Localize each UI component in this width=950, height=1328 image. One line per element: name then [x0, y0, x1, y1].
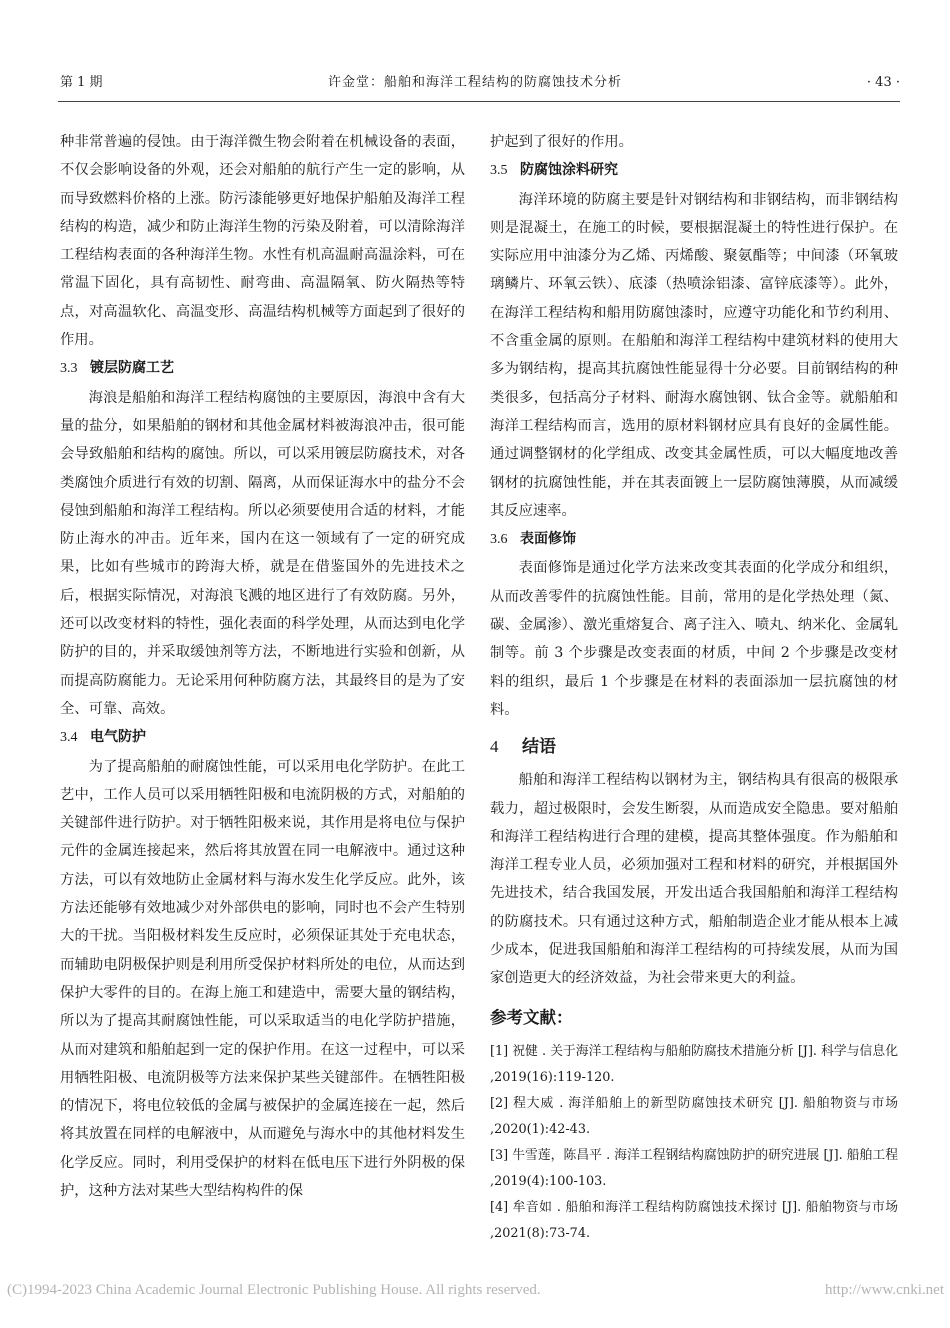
running-title: 许金堂：船舶和海洋工程结构的防腐蚀技术分析	[327, 75, 622, 90]
section-3-4-paragraph: 为了提高船舶的耐腐蚀性能，可以采用电化学防护。在此工艺中，工作人员可以采用牺牲阳极和电流阴极的方式，对船舶的关键部件进行防护。对于牺牲阳极来说，其作用是将电位与保护元件的金属连接起来，然后将其放置在同一电解液中。通过这种方法，可以有效地防止金属材料与海水发生化学反应。此外，该方法还能够有效地减少对外部供电的影响，同时也不会产生特别大的干扰。当阳极材料发生反应时，必须保证其处于充电状态，而辅助电阴极保护则是利用所受保护材料所处的电位，从而达到保护大零件的目的。在海上施工和建造中，需要大量的钢结构，所以为了提高其耐腐蚀性能，可以采取适当的电化学防护措施，从而对建筑和船舶起到一定的保护作用。在这一过程中，可以采用牺牲阳极、电流阴极等方法来保护某些关键部件。在牺牲阳极的情况下，将电位较低的金属与被保护的金属连接在一起，然后将其放置在同样的电解液中，从而避免与海水中的其他材料发生化学反应。同时，利用受保护的材料在低电压下进行外阴极的保护，这种方法对某些大型结构构件的保	[60, 758, 465, 1199]
section-3-5-paragraph: 海洋环境的防腐主要是针对钢结构和非钢结构，而非钢结构则是混凝土，在施工的时候，要根据混凝土的特性进行保护。在实际应用中油漆分为乙烯、丙烯酸、聚氨酯等；中间漆（环氧玻璃鳞片、环氧云铁）、底漆（热喷涂铝漆、富锌底漆等）。此外，在海洋工程结构和船用防腐蚀漆时，应遵守功能化和节约利用、不含重金属的原则。在船舶和海洋工程结构中建筑材料的使用大多为钢结构，提高其抗腐蚀性能显得十分必要。目前钢结构的种类很多，包括高分子材料、耐海水腐蚀钢、钛合金等。就船舶和海洋工程结构而言，选用的原材料钢材应具有良好的金属性能。通过调整钢材的化学组成、改变其金属性质，可以大幅度地改善钢材的抗腐蚀性能，并在其表面镀上一层防腐蚀薄膜，从而减缓其反应速率。	[490, 191, 898, 519]
section-title: 结语	[522, 737, 556, 758]
section-number: 3.6	[490, 532, 508, 548]
section-number: 3.3	[60, 361, 78, 377]
issue-number: 第 1 期	[60, 75, 103, 90]
section-title: 表面修饰	[520, 531, 576, 548]
page-number: · 43 ·	[866, 75, 900, 90]
section-3-6-heading	[490, 525, 898, 554]
section-3-5-heading	[490, 156, 898, 185]
continued-paragraph: 护起到了很好的作用。	[490, 134, 633, 150]
running-header	[0, 72, 950, 94]
section-title: 电气防护	[90, 729, 146, 746]
section-3-3-paragraph: 海浪是船舶和海洋工程结构腐蚀的主要原因，海浪中含有大量的盐分，如果船舶的钢材和其他金属材料被海浪冲击，很可能会导致船舶和结构的腐蚀。所以，可以采用镀层防腐技术，对各类腐蚀介质进行有效的切割、隔离，从而保证海水中的盐分不会侵蚀到船舶和海洋工程结构。所以必须要使用合适的材料，才能防止海水的冲击。近年来，国内在这一领域有了一定的研究成果，比如有些城市的跨海大桥，就是在借鉴国外的先进技术之后，根据实际情况，对海浪飞溅的地区进行了有效防腐。另外，还可以改变材料的特性，强化表面的科学处理，从而达到电化学防护的目的，并采取缓蚀剂等方法，不断地进行实验和创新，从而提高防腐能力。无论采用何种防腐方法，其最终目的是为了安全、可靠、高效。	[60, 389, 465, 717]
copyright-footer	[0, 1278, 950, 1302]
section-title: 镀层防腐工艺	[90, 360, 174, 377]
conclusion-paragraph: 船舶和海洋工程结构以钢材为主，钢结构具有很高的极限承载力，超过极限时，会发生断裂，从而造成安全隐患。要对船舶和海洋工程结构进行合理的建模，提高其整体强度。作为船舶和海洋工程专业人员，必须加强对工程和材料的研究，并根据国外先进技术，结合我国发展，开发出适合我国船舶和海洋工程结构的防腐技术。只有通过这种方式，船舶制造企业才能从根本上减少成本，促进我国船舶和海洋工程结构的可持续发展，从而为国家创造更大的经济效益，为社会带来更大的利益。	[490, 772, 898, 987]
section-4-heading	[490, 730, 898, 764]
section-title: 防腐蚀涂料研究	[520, 162, 618, 179]
section-3-3-heading	[60, 354, 465, 383]
section-3-4-heading	[60, 723, 465, 752]
intro-paragraph: 种非常普遍的侵蚀。由于海洋微生物会附着在机械设备的表面，不仅会影响设备的外观，还会对船舶的航行产生一定的影响，从而导致燃料价格的上涨。防污漆能够更好地保护船舶及海洋工程结构的构造，减少和防止海洋生物的污染及附着，可以清除海洋工程结构表面的各种海洋生物。水性有机高温耐高温涂料，可在常温下固化，具有高韧性、耐弯曲、高温隔氧、防火隔热等特点，对高温软化、高温变形、高温结构机械等方面起到了很好的作用。	[60, 134, 465, 349]
reference-item: [3] 牛雪莲，陈昌平 . 海洋工程钢结构腐蚀防护的研究进展 [J]. 船舶工程 ,2019(4):100-103.	[490, 1147, 898, 1189]
copyright-notice: (C)1994-2023 China Academic Journal Electronic Publishing House. All rights reserved.	[7, 1282, 541, 1298]
reference-item: [4] 牟音如 . 船舶和海洋工程结构防腐蚀技术探讨 [J]. 船舶物资与市场 ,2021(8):73-74.	[490, 1199, 898, 1241]
reference-item: [2] 程大威 . 海洋船舶上的新型防腐蚀技术研究 [J]. 船舶物资与市场 ,2020(1):42-43.	[490, 1095, 898, 1137]
left-column	[60, 128, 465, 1205]
section-number: 3.5	[490, 163, 508, 179]
header-rule	[58, 101, 900, 102]
website-link[interactable]: http://www.cnki.net	[824, 1282, 944, 1298]
reference-item: [1] 祝健 . 关于海洋工程结构与船舶防腐技术措施分析 [J]. 科学与信息化 ,2019(16):119-120.	[490, 1043, 898, 1085]
section-number: 3.4	[60, 730, 78, 746]
section-number: 4	[490, 737, 499, 757]
right-column	[490, 128, 898, 1247]
section-3-6-paragraph: 表面修饰是通过化学方法来改变其表面的化学成分和组织，从而改善零件的抗腐蚀性能。目前，常用的是化学热处理（氮、碳、金属渗）、激光重熔复合、离子注入、喷丸、纳米化、金属轧制等。前 3 个步骤是改变表面的材质，中间 2 个步骤是改变材料的组织，最后 1 个步骤是在材料的表面添加一层抗腐蚀的材料。	[490, 560, 898, 718]
references-heading: 参考文献：	[490, 1007, 573, 1027]
